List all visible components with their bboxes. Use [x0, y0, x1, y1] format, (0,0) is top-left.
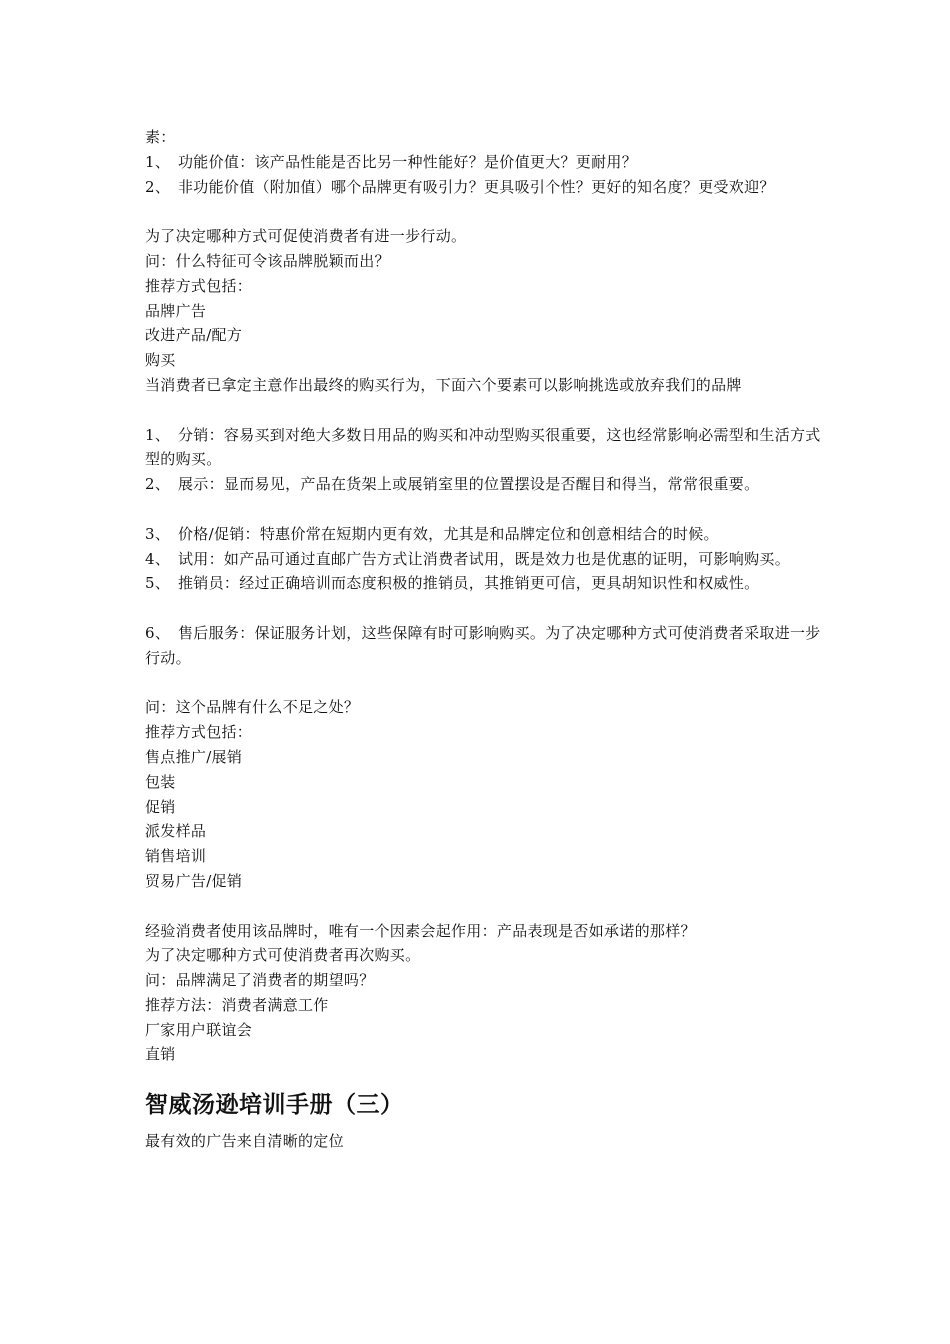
- blank-line: [145, 596, 825, 621]
- paragraph: 当消费者已拿定主意作出最终的购买行为，下面六个要素可以影响挑选或放弃我们的品牌: [145, 375, 742, 394]
- list-number: 1、: [145, 425, 171, 444]
- list-number: 6、: [145, 623, 171, 642]
- method-item: 售点推广/展销: [145, 747, 243, 766]
- list-item: [145, 571, 825, 596]
- method-item: 厂家用户联谊会: [145, 1020, 253, 1039]
- section-heading: 智威汤逊培训手册（三）: [145, 1091, 404, 1119]
- list-item: [145, 621, 825, 671]
- list-text: 价格/促销：特惠价常在短期内更有效，尤其是和品牌定位和创意相结合的时候。: [178, 524, 719, 543]
- text-fragment: 素：: [145, 128, 176, 146]
- list-number: 4、: [145, 549, 171, 568]
- list-item: [145, 522, 825, 547]
- recommend-label: 推荐方式包括：: [145, 723, 253, 742]
- list-item: [145, 423, 825, 473]
- blank-line: [145, 398, 825, 423]
- paragraph: 经验消费者使用该品牌时，唯有一个因素会起作用：产品表现是否如承诺的那样？: [145, 921, 696, 940]
- list-number: 3、: [145, 524, 171, 543]
- document-body: [145, 125, 825, 1154]
- list-text: 展示：显而易见，产品在货架上或展销室里的位置摆设是否醒目和得当，常常很重要。: [178, 475, 760, 494]
- method-item: 促销: [145, 797, 176, 816]
- method-item: 直销: [145, 1045, 176, 1064]
- list-number: 2、: [145, 177, 171, 196]
- method-item: 包装: [145, 772, 176, 791]
- method-item: 贸易广告/促销: [145, 871, 243, 890]
- list-item: [145, 472, 825, 497]
- paragraph: 为了决定哪种方式可使消费者再次购买。: [145, 946, 421, 965]
- method-item: 销售培训: [145, 847, 207, 866]
- method-item: 派发样品: [145, 822, 207, 841]
- question: 问：什么特征可令该品牌脱颖而出？: [145, 251, 390, 270]
- list-number: 5、: [145, 574, 171, 593]
- recommend-label: 推荐方式包括：: [145, 276, 253, 295]
- list-text: 试用：如产品可通过直邮广告方式让消费者试用，既是效力也是优惠的证明，可影响购买。: [178, 549, 791, 568]
- list-item: [145, 150, 825, 175]
- list-text: 售后服务：保证服务计划，这些保障有时可影响购买。为了决定哪种方式可使消费者采取进一步行动。: [145, 623, 821, 667]
- recommend-label: 推荐方法：消费者满意工作: [145, 995, 329, 1014]
- blank-line: [145, 671, 825, 696]
- section-label: 购买: [145, 351, 176, 370]
- blank-line: [145, 497, 825, 522]
- paragraph: 为了决定哪种方式可促使消费者有进一步行动。: [145, 227, 467, 246]
- list-item: [145, 175, 825, 200]
- paragraph: 最有效的广告来自清晰的定位: [145, 1132, 344, 1151]
- question: 问：品牌满足了消费者的期望吗？: [145, 971, 375, 990]
- method-item: 改进产品/配方: [145, 326, 243, 345]
- method-item: 品牌广告: [145, 301, 207, 320]
- list-text: 功能价值：该产品性能是否比另一种性能好？是价值更大？更耐用？: [178, 152, 638, 171]
- list-item: [145, 547, 825, 572]
- list-text: 推销员：经过正确培训而态度积极的推销员，其推销更可信，更具胡知识性和权威性。: [178, 574, 760, 593]
- blank-line: [145, 894, 825, 919]
- question: 问：这个品牌有什么不足之处？: [145, 698, 360, 717]
- blank-line: [145, 199, 825, 224]
- list-text: 非功能价值（附加值）哪个品牌更有吸引力？更具吸引个性？更好的知名度？更受欢迎？: [178, 177, 775, 196]
- list-number: 2、: [145, 475, 171, 494]
- list-number: 1、: [145, 152, 171, 171]
- list-text: 分销：容易买到对绝大多数日用品的购买和冲动型购买很重要，这也经常影响必需型和生活方式型的购买。: [145, 425, 821, 469]
